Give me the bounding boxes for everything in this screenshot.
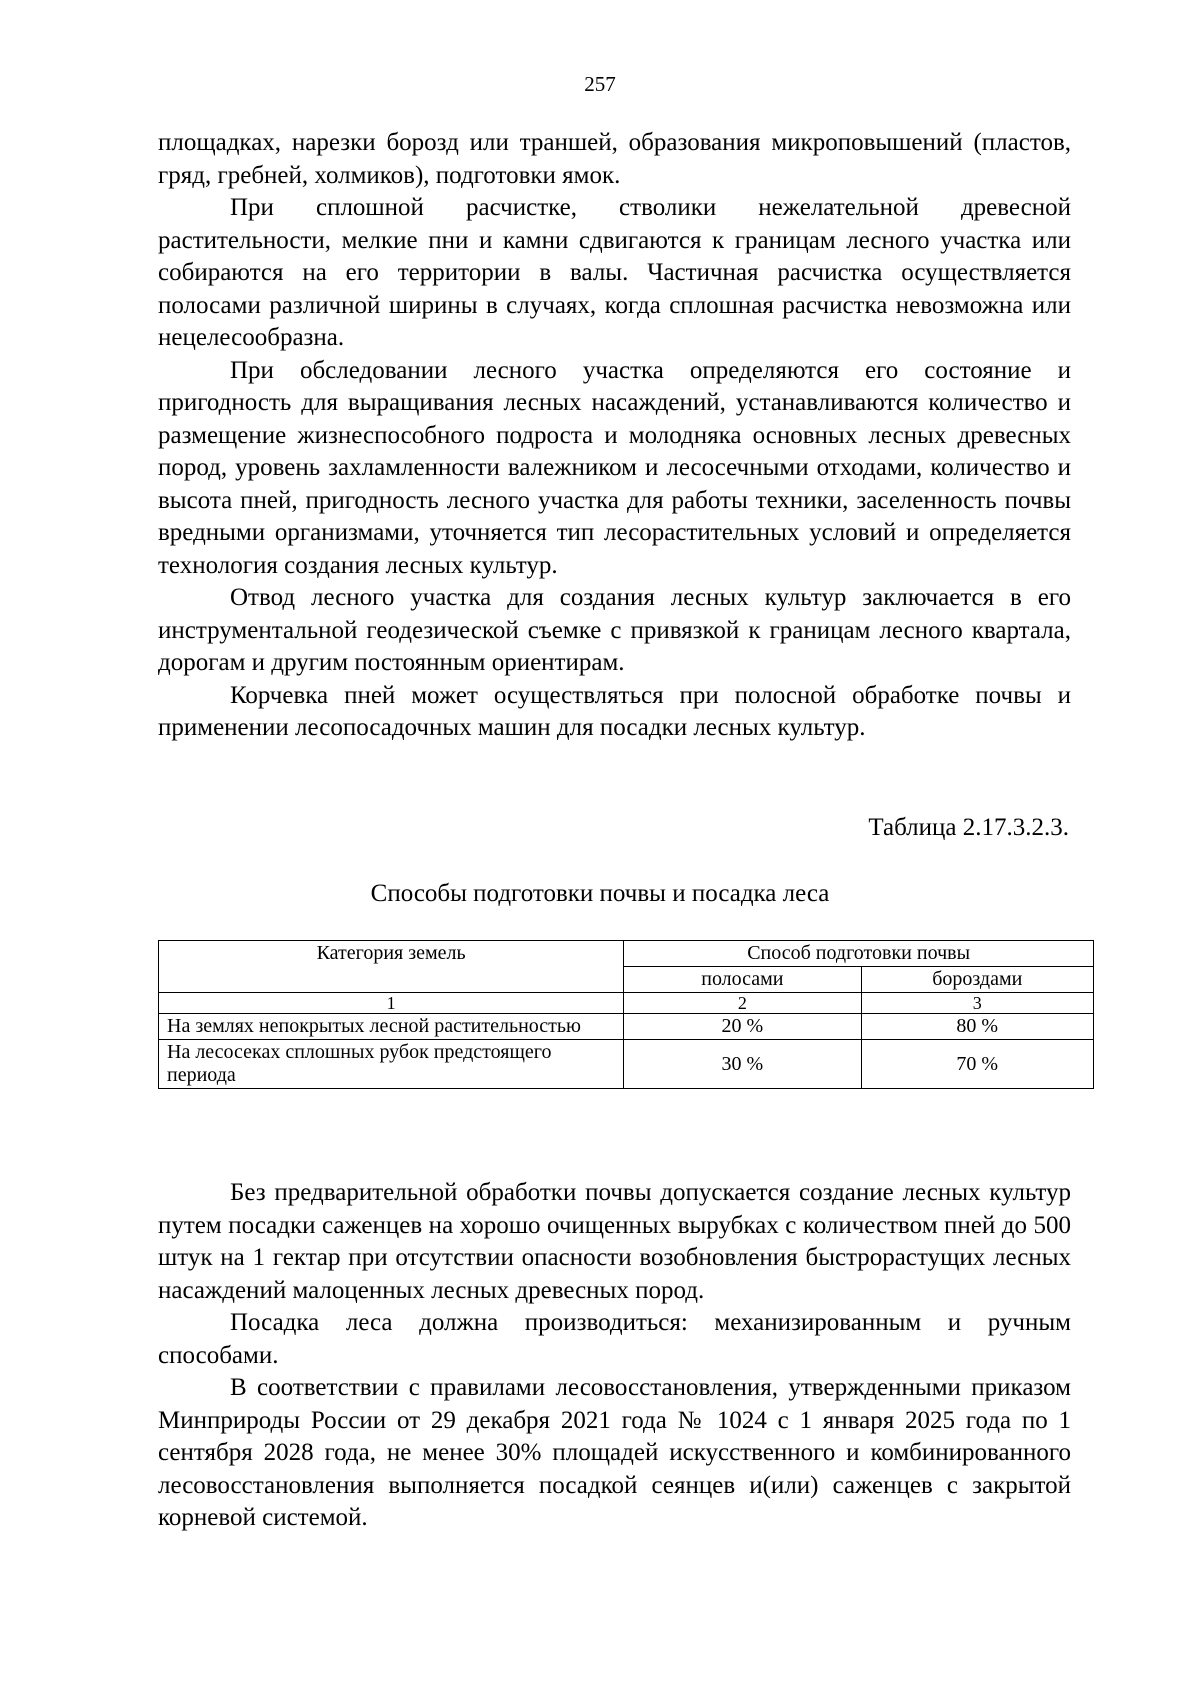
paragraph: При сплошной расчистке, стволики нежелательной древесной растительности, мелкие пни и камни сдвигаются к границам лесного участка или собираются на его территории в валы. Частичная расчистка осуществляется полосами различной ширины в случаях, когда сплошная расчистка невозможна или нецелесообразна. (158, 194, 1071, 351)
soil-preparation-table (158, 940, 1094, 1089)
cell-category: На землях непокрытых лесной растительностью (159, 1014, 624, 1040)
table-caption: Способы подготовки почвы и посадка леса (370, 880, 830, 907)
paragraph: Без предварительной обработки почвы допускается создание лесных культур путем посадки саженцев на хорошо очищенных вырубках с количеством пней до 500 штук на 1 гектар при отсутствии опасности возобновления быстрорастущих лесных насаждений малоценных лесных древесных пород. (158, 1179, 1071, 1304)
header-method: Способ подготовки почвы (624, 941, 1094, 967)
header-strips: полосами (624, 967, 861, 993)
paragraph: При обследовании лесного участка определяются его состояние и пригодность для выращивания лесных насаждений, устанавливаются количество и размещение жизнеспособного подроста и молодняка основных лесных древесных пород, уровень захламленности валежником и лесосечными отходами, количество и высота пней, пригодность лесного участка для работы техники, заселенность почвы вредными организмами, уточняется тип лесорастительных условий и определяется технология создания лесных культур. (158, 356, 1071, 579)
column-number-row (159, 993, 1094, 1014)
paragraph: Посадка леса должна производиться: механизированным и ручным способами. (158, 1309, 1071, 1369)
cell-strips: 30 % (624, 1040, 861, 1089)
paragraph: Корчевка пней может осуществляться при полосной обработке почвы и применении лесопосадочных машин для посадки лесных культур. (158, 681, 1071, 741)
table-row (159, 1014, 1094, 1040)
paragraph: площадках, нарезки борозд или траншей, образования микроповышений (пластов, гряд, гребней, холмиков), подготовки ямок. (158, 129, 1071, 189)
column-number: 1 (159, 993, 624, 1014)
text-block-bottom (158, 1177, 1071, 1535)
table-number: Таблица 2.17.3.2.3. (868, 814, 1069, 841)
table-row (159, 1040, 1094, 1089)
table-header-row (159, 941, 1094, 967)
page-number: 257 (584, 72, 616, 96)
paragraph: Отвод лесного участка для создания лесных культур заключается в его инструментальной геодезической съемке с привязкой к границам лесного квартала, дорогам и другим постоянным ориентирам. (158, 584, 1071, 676)
cell-furrows: 70 % (861, 1040, 1093, 1089)
header-category: Категория земель (159, 941, 624, 993)
column-number: 2 (624, 993, 861, 1014)
cell-furrows: 80 % (861, 1014, 1093, 1040)
column-number: 3 (861, 993, 1093, 1014)
paragraph: В соответствии с правилами лесовосстановления, утвержденными приказом Минприроды России от 29 декабря 2021 года № 1024 с 1 января 2025 года по 1 сентября 2028 года, не менее 30% площадей искусственного и комбинированного лесовосстановления выполняется посадкой сеянцев и(или) саженцев с закрытой корневой системой. (158, 1374, 1071, 1531)
cell-category: На лесосеках сплошных рубок предстоящего периода (159, 1040, 624, 1089)
header-furrows: бороздами (861, 967, 1093, 993)
text-block-top (158, 127, 1071, 745)
cell-strips: 20 % (624, 1014, 861, 1040)
